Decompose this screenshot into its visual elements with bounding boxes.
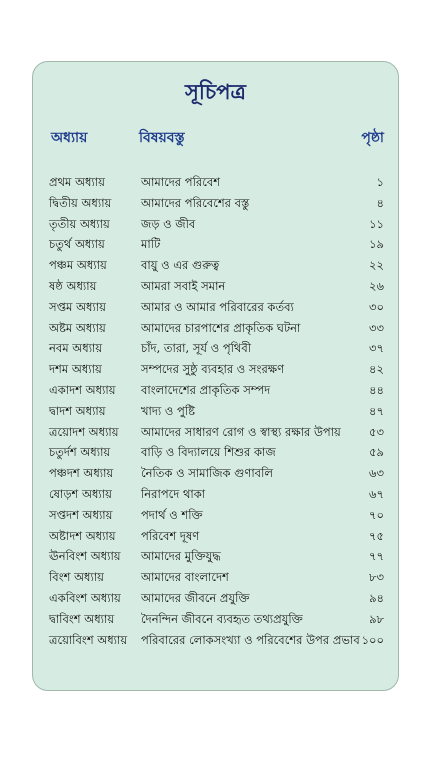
row-subject: আমার ও আমার পরিবারের কর্তব্য: [141, 299, 294, 314]
row-subject: দৈনন্দিন জীবনে ব্যবহৃত তথ্যপ্রযুক্তি: [141, 611, 303, 626]
header-subject: বিষয়বস্তু: [139, 130, 185, 146]
row-chapter: পঞ্চম অধ্যায়: [49, 258, 107, 273]
row-page: ১৯: [369, 237, 384, 252]
header-page: পৃষ্ঠা: [361, 130, 384, 146]
row-page: ৭০: [369, 507, 384, 522]
row-chapter: ষোড়শ অধ্যায়: [49, 486, 112, 501]
toc-row[interactable]: [33, 548, 398, 569]
row-page: ১: [376, 175, 384, 189]
row-chapter: দ্বিতীয় অধ্যায়: [49, 195, 112, 210]
toc-title: সূচিপত্র: [185, 79, 246, 104]
row-subject: জড় ও জীব: [141, 216, 196, 231]
row-chapter: চতুর্থ অধ্যায়: [49, 237, 105, 252]
row-chapter: সপ্তদশ অধ্যায়: [49, 507, 113, 522]
row-chapter: পঞ্চদশ অধ্যায়: [49, 466, 114, 481]
row-page: ২৬: [369, 278, 384, 293]
row-page: ৬৭: [369, 486, 384, 501]
row-chapter: ঊনবিংশ অধ্যায়: [49, 549, 121, 564]
row-chapter: দ্বাবিংশ অধ্যায়: [49, 611, 115, 626]
row-subject: মাটি: [141, 237, 161, 252]
row-chapter: সপ্তম অধ্যায়: [49, 299, 106, 314]
row-chapter: ত্রয়োবিংশ অধ্যায়: [49, 632, 128, 647]
row-subject: পদার্থ ও শক্তি: [141, 507, 203, 522]
row-subject: চাঁদ, তারা, সূর্য ও পৃথিবী: [141, 341, 252, 356]
toc-row[interactable]: [33, 528, 398, 549]
toc-row[interactable]: [33, 424, 398, 445]
row-subject: আমাদের বাংলাদেশ: [141, 570, 229, 585]
row-page: ৩৩: [369, 320, 384, 335]
toc-row[interactable]: [33, 403, 398, 424]
row-chapter: তৃতীয় অধ্যায়: [49, 216, 110, 231]
row-page: ৫৯: [369, 445, 384, 460]
row-subject: সম্পদের সুষ্ঠু ব্যবহার ও সংরক্ষণ: [141, 362, 285, 377]
toc-row[interactable]: [33, 257, 398, 278]
row-subject: নৈতিক ও সামাজিক গুণাবলি: [141, 466, 273, 481]
row-chapter: অষ্টাদশ অধ্যায়: [49, 528, 116, 543]
row-page: ৭৭: [369, 549, 384, 564]
toc-row[interactable]: [33, 278, 398, 299]
row-page: ৪: [376, 195, 384, 210]
row-chapter: একবিংশ অধ্যায়: [49, 590, 121, 605]
row-chapter: প্রথম অধ্যায়: [49, 175, 105, 189]
toc-row[interactable]: [33, 361, 398, 382]
row-chapter: দ্বাদশ অধ্যায়: [49, 403, 106, 418]
toc-row[interactable]: [33, 507, 398, 528]
row-page: ৮৩: [369, 570, 384, 585]
toc-row[interactable]: [33, 382, 398, 403]
toc-row[interactable]: [33, 320, 398, 341]
toc-card: [32, 61, 399, 691]
row-chapter: ত্রয়োদশ অধ্যায়: [49, 424, 119, 439]
row-page: ৩০: [369, 299, 384, 314]
toc-rows: [33, 174, 398, 652]
toc-row[interactable]: [33, 340, 398, 361]
toc-row[interactable]: [33, 195, 398, 216]
row-page: ৬৩: [369, 466, 384, 481]
row-chapter: অষ্টম অধ্যায়: [49, 320, 106, 335]
toc-row[interactable]: [33, 611, 398, 632]
header-chapter: অধ্যায়: [51, 130, 88, 146]
toc-row[interactable]: [33, 174, 398, 195]
row-page: ৪৪: [369, 382, 384, 397]
toc-row[interactable]: [33, 236, 398, 257]
row-subject: আমাদের সাধারণ রোগ ও স্বাস্থ্য রক্ষার উপায়: [141, 424, 341, 439]
row-subject: বায়ু ও এর গুরুত্ব: [141, 258, 220, 273]
row-subject: পরিবেশ দূষণ: [141, 528, 200, 543]
row-chapter: চতুর্দশ অধ্যায়: [49, 445, 111, 460]
row-page: ৯৮: [369, 611, 384, 626]
row-subject: আমরা সবাই সমান: [141, 278, 226, 293]
row-page: ৭৫: [369, 528, 384, 543]
toc-row[interactable]: [33, 590, 398, 611]
row-chapter: একাদশ অধ্যায়: [49, 382, 116, 397]
row-page: ৪৭: [369, 403, 384, 418]
row-subject: আমাদের চারপাশের প্রাকৃতিক ঘটনা: [141, 320, 301, 335]
row-page: ৩৭: [369, 341, 384, 356]
row-subject: পরিবারের লোকসংখ্যা ও পরিবেশের উপর প্রভাব: [141, 632, 360, 647]
row-page: ১১: [369, 216, 384, 231]
toc-row[interactable]: [33, 216, 398, 237]
toc-row[interactable]: [33, 444, 398, 465]
row-subject: আমাদের পরিবেশ: [141, 175, 221, 189]
row-page: ৫৩: [369, 424, 384, 439]
row-subject: বাংলাদেশের প্রাকৃতিক সম্পদ: [141, 382, 271, 397]
row-chapter: ষষ্ঠ অধ্যায়: [49, 278, 97, 293]
toc-row[interactable]: [33, 465, 398, 486]
row-subject: নিরাপদে থাকা: [141, 486, 206, 501]
toc-row[interactable]: [33, 486, 398, 507]
row-chapter: বিংশ অধ্যায়: [49, 570, 104, 585]
row-chapter: নবম অধ্যায়: [49, 341, 103, 356]
row-subject: আমাদের জীবনে প্রযুক্তি: [141, 590, 250, 605]
toc-row[interactable]: [33, 632, 398, 653]
row-page: ৪২: [369, 362, 384, 377]
row-page: ৯৪: [369, 590, 384, 605]
row-chapter: দশম অধ্যায়: [49, 362, 102, 377]
toc-row[interactable]: [33, 299, 398, 320]
row-subject: আমাদের পরিবেশের বস্তু: [141, 195, 250, 210]
row-subject: খাদ্য ও পুষ্টি: [141, 403, 196, 418]
row-page: ১০০: [361, 632, 384, 647]
toc-row[interactable]: [33, 569, 398, 590]
row-subject: বাড়ি ও বিদ্যালয়ে শিশুর কাজ: [141, 445, 276, 460]
row-page: ২২: [369, 258, 384, 273]
row-subject: আমাদের মুক্তিযুদ্ধ: [141, 549, 221, 564]
